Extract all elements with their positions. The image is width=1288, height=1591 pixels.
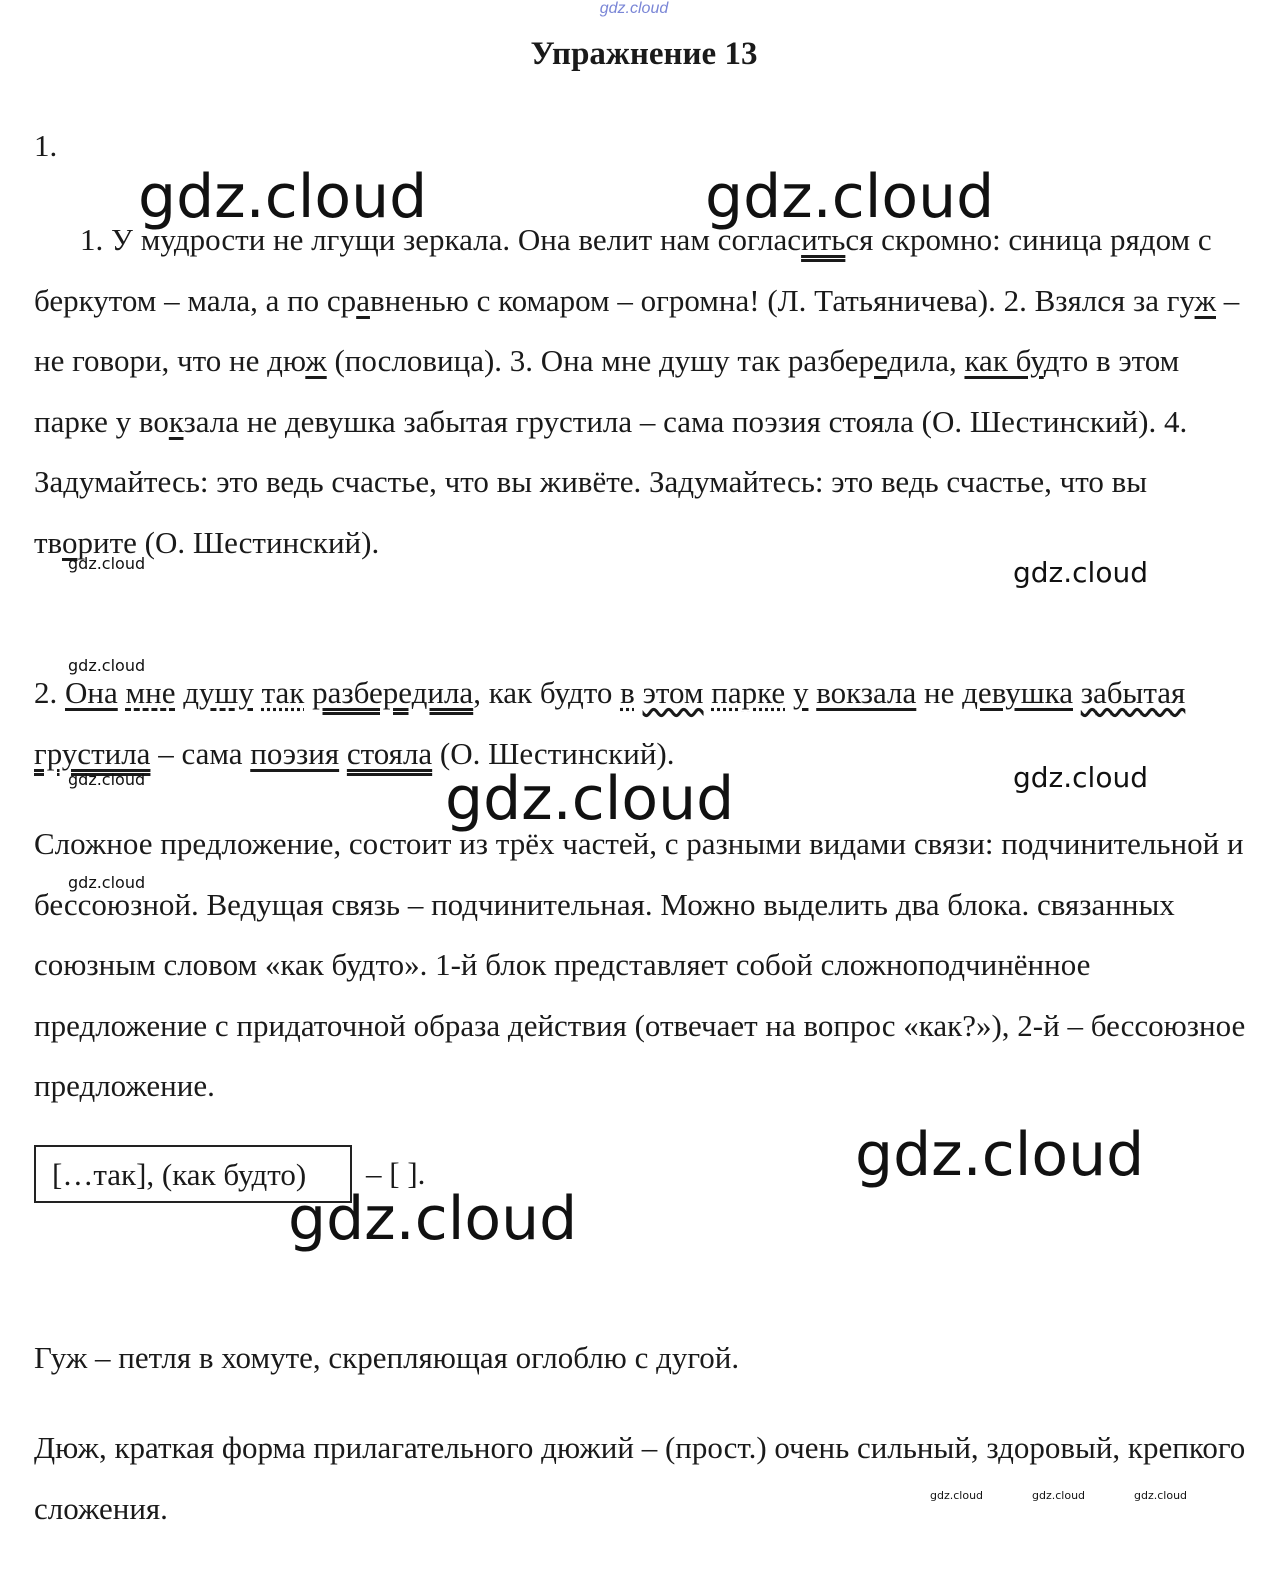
watermark: gdz.cloud [288, 1184, 578, 1254]
watermark: gdz.cloud [1134, 1489, 1188, 1502]
attribute-word: этом [642, 675, 704, 710]
watermark: gdz.cloud [445, 764, 735, 834]
attribute-word: забытая [1080, 675, 1186, 710]
watermark: gdz.cloud [1032, 1489, 1086, 1502]
watermark: gdz.cloud [930, 1489, 984, 1502]
sentence-scheme-rest: – [ ]. [366, 1156, 426, 1191]
glossary-dyuzh: Дюж, краткая форма прилагательного дюжий – (прост.) очень сильный, здоровый, крепкого сложения. [34, 1430, 1246, 1526]
watermark: gdz.cloud [68, 656, 146, 675]
watermark: gdz.cloud [68, 554, 146, 573]
adverbial-word: так [261, 675, 305, 710]
conjunction-mark: как бу [964, 343, 1044, 378]
section-1-number: 1. [34, 128, 58, 163]
predicate-word: разбередила [312, 675, 474, 710]
section-2-number: 2. [34, 675, 58, 710]
adverbial-word: вокзала [816, 675, 917, 710]
watermark: gdz.cloud [68, 770, 146, 789]
watermark: gdz.cloud [1013, 761, 1148, 794]
letter-mark: о [61, 524, 78, 560]
watermark: gdz.cloud [705, 162, 995, 232]
site-mark: gdz.cloud [599, 0, 669, 17]
subject-word: Она [65, 675, 118, 710]
section-2-analysis: Сложное предложение, состоит из трёх частей, с разными видами связи: подчинительной и бессоюзной. Ведущая связь – подчинительная. Можно выделить два блока. связанных союзным словом «как будто». 1-й блок представляет собой сложноподчинённое предложение с придаточной образа действия (отвечает на вопрос «как?»), 2-й – бессоюзное предложение. [34, 826, 1246, 1103]
letter-mark: е [874, 343, 888, 378]
watermark: gdz.cloud [855, 1120, 1145, 1190]
sentence-scheme-box: […так], (как будто) [34, 1145, 352, 1203]
adverbial-word: в [620, 675, 635, 710]
adverbial-word: у [792, 675, 809, 710]
page-title: Упражнение 13 [530, 36, 758, 72]
object-word: мне [125, 675, 176, 710]
subject-word: поэзия [250, 735, 340, 771]
object-word: душу [183, 675, 254, 710]
glossary-guzh: Гуж – петля в хомуте, скрепляющая оглоблю с дугой. [34, 1340, 740, 1375]
watermark: gdz.cloud [1013, 556, 1148, 589]
predicate-word: стояла [346, 735, 433, 771]
letter-mark: к [168, 403, 184, 439]
watermark: gdz.cloud [68, 873, 146, 892]
adverbial-word: парке [711, 675, 786, 710]
watermark: gdz.cloud [138, 162, 428, 232]
suffix-mark: ить [801, 222, 846, 257]
section-1-text: 1. У мудрости не лгущи зеркала. Она велит нам согласиться скромно: синица рядом с беркутом – мала, а по сравненью с комаром – огромна! (Л. Татьяничева). 2. Взялся за гуж – не говори, что не дюж (пословица). 3. Она мне душу так разбередила, как будто в этом парке у вокзала не девушка забытая грустила – сама поэзия стояла (О. Шестинский). 4. Задумайтесь: это ведь счастье, что вы живёте. Задумайтесь: это ведь счастье, что вы творите (О. Шестинский). [34, 222, 1240, 560]
letter-mark: ж [1194, 282, 1216, 318]
predicate-word: грустила [34, 735, 151, 771]
letter-mark: ж [305, 343, 327, 378]
letter-mark: а [356, 282, 370, 318]
section-2-sentence: 2. Она мне душу так разбередила, как будто в этом парке у вокзала не девушка забытая грустила – сама поэзия стояла (О. Шестинский). [34, 675, 1186, 771]
subject-word: девушка [962, 675, 1073, 710]
